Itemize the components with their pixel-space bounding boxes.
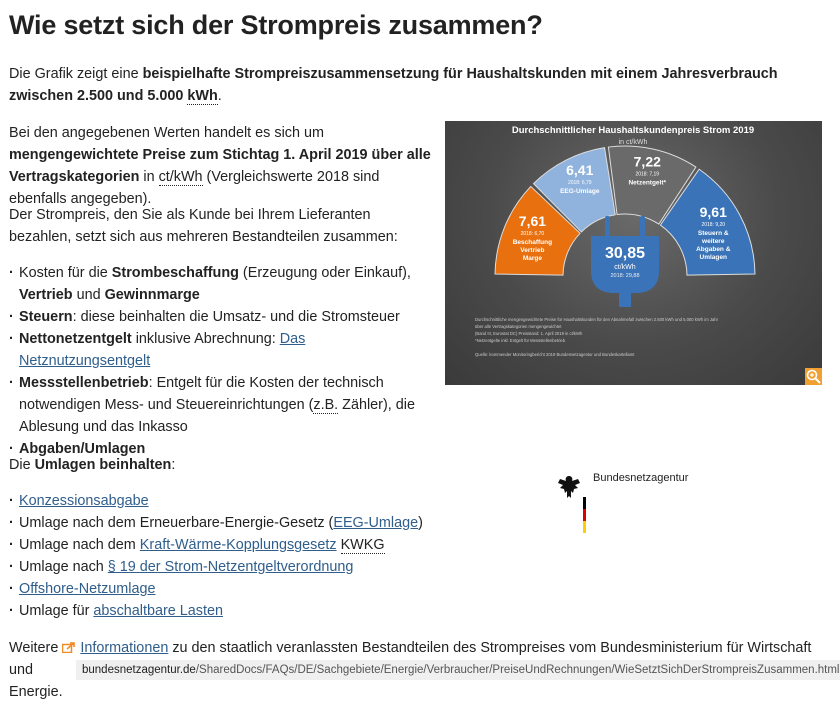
list-item	[9, 578, 509, 600]
zoom-icon	[805, 368, 822, 385]
eagle-icon	[554, 474, 584, 500]
list-item: · Umlage nach dem Erneuerbare-Energie-Gesetz (EEG-Umlage)	[9, 512, 509, 534]
chart-note: *Netzentgelte inkl. Entgelt für Messstellenbetrieb	[475, 338, 566, 343]
segment-prev: 2018: 7,19	[635, 171, 660, 178]
intro-paragraph	[9, 63, 824, 107]
segment-value: 9,61	[699, 203, 727, 220]
weights-end: (Vergleichswerte 2018 sind ebenfalls angegeben).	[9, 169, 380, 207]
eeg-umlage-link[interactable]: EEG-Umlage	[333, 515, 419, 531]
levies-list	[9, 490, 509, 622]
segment-name: Steuern &	[697, 229, 729, 237]
segment-value: 6,41	[566, 161, 594, 178]
offshore-netzumlage-link[interactable]: Offshore-Netzumlage	[19, 581, 156, 597]
components-list	[9, 262, 434, 460]
netznutzungsentgelt-link[interactable]: Das Netznutzungsentgelt	[19, 331, 306, 369]
chart-note: über alle Vertragskategorien mengengewichtet	[475, 324, 562, 329]
segment-name: Beschaffung	[512, 239, 553, 247]
segment-name: Vertrieb	[520, 247, 545, 255]
footer-paragraph: Weitere Informationen zu den staatlich veranlassten Bestandteilen des Strompreises vom Bundesministerium für Wirtschaft und Energie.	[9, 640, 812, 700]
list-item: · Umlage für abschaltbare Lasten	[9, 600, 509, 622]
external-link-icon	[62, 642, 76, 653]
list-item	[9, 490, 509, 512]
weights-mid: in	[139, 169, 159, 185]
flag-stripe	[583, 497, 586, 533]
list-item: · Nettonetzentgelt inklusive Abrechnung: Das Netznutzungsentgelt	[9, 328, 434, 372]
segment-name: EEG-Umlage	[560, 187, 600, 195]
list-item: · Abgaben/Umlagen	[9, 438, 434, 460]
segment-name: weitere	[702, 237, 725, 245]
weights-paragraph	[9, 122, 434, 210]
konzessionsabgabe-link[interactable]: Konzessionsabgabe	[19, 493, 149, 509]
list-item: · Umlage nach § 19 der Strom-Netzentgeltverordnung	[9, 556, 509, 578]
zoom-button[interactable]	[805, 368, 822, 385]
segment-name: Abgaben &	[696, 245, 731, 253]
total-value: 30,85	[604, 245, 646, 262]
segment-prev: 2018: 6,79	[567, 179, 592, 186]
chart-note: Durchschnittliche mengengewichtete Preise für Haushaltskunden für den Abnahmefall zwischen 2.500 kWh und 5.000 kWh im Jahr	[475, 317, 719, 322]
kwkg-link[interactable]: Kraft-Wärme-Kopplungsgesetz	[139, 537, 337, 553]
logo-text: Bundesnetzagentur	[593, 472, 689, 484]
segment-value: 7,22	[633, 153, 661, 170]
chart-note: (Band III, Eurostat DC) Preisstand: 1. April 2019 in ct/kWh	[475, 331, 583, 336]
chart-note: Quelle: kommender Monitoringbericht 2019 Bundesnetzagentur und Bundeskartellamt	[475, 352, 635, 357]
total-prev: 2018: 29,88	[610, 273, 640, 279]
composition-paragraph: Der Strompreis, den Sie als Kunde bei Ihrem Lieferanten bezahlen, setzt sich aus mehreren Bestandteilen zusammen:	[9, 207, 398, 245]
weights-bold: mengengewichtete Preise zum Stichtag 1. April 2019 über alle Vertragskategorien	[9, 147, 431, 185]
informationen-link[interactable]: Informationen	[80, 640, 169, 656]
total-unit: ct/kWh	[614, 264, 636, 271]
abschaltbare-lasten-link[interactable]: abschaltbare Lasten	[93, 603, 223, 619]
list-item: · Steuern: diese beinhalten die Umsatz- und die Stromsteuer	[9, 306, 434, 328]
intro-text: Die Grafik zeigt eine	[9, 66, 143, 82]
segment-name: Umlagen	[699, 253, 727, 261]
chart-svg	[445, 121, 822, 385]
list-item: · Umlage nach dem Kraft-Wärme-Kopplungsgesetz KWKG	[9, 534, 509, 556]
segment-name: Marge	[522, 255, 542, 263]
weights-text: Bei den angegebenen Werten handelt es sich um	[9, 125, 324, 141]
segment-name: Netzentgelt*	[628, 179, 667, 187]
chart-title: Durchschnittlicher Haushaltskundenpreis Strom 2019	[511, 125, 755, 136]
ctkwh-abbr: ct/kWh	[158, 169, 203, 185]
chart-subtitle: in ct/kWh	[618, 139, 648, 146]
intro-bold: beispielhafte Strompreiszusammensetzung für Haushaltskunden mit einem Jahresverbrauch zwischen 2.500 und 5.000	[9, 66, 778, 104]
segment-value: 7,61	[518, 213, 547, 230]
stromnev-link[interactable]: § 19 der Strom-Netzentgeltverordnung	[107, 559, 354, 575]
page-title: Wie setzt sich der Strompreis zusammen?	[9, 10, 543, 40]
list-item: · Messstellenbetrieb: Entgelt für die Kosten der technisch notwendigen Mess- und Steuereinrichtungen (z.B. Zähler), die Ablesung und das Inkasso	[9, 372, 434, 438]
strompreis-chart[interactable]	[445, 121, 822, 385]
segment-prev: 2018: 9,20	[701, 221, 726, 228]
segment-prev: 2018: 6,70	[520, 231, 545, 238]
kwh-abbr: kWh	[187, 88, 218, 104]
intro-end: .	[217, 88, 222, 104]
levies-heading: Die Umlagen beinhalten:	[9, 457, 176, 473]
list-item: · Kosten für die Strombeschaffung (Erzeugung oder Einkauf), Vertrieb und Gewinnmarge	[9, 262, 434, 306]
url-bar: bundesnetzagentur.de/SharedDocs/FAQs/DE/Sachgebiete/Energie/Verbraucher/PreiseUndRechnungen/WieSetztSichDerStrompreisZusammen.html	[76, 660, 840, 680]
